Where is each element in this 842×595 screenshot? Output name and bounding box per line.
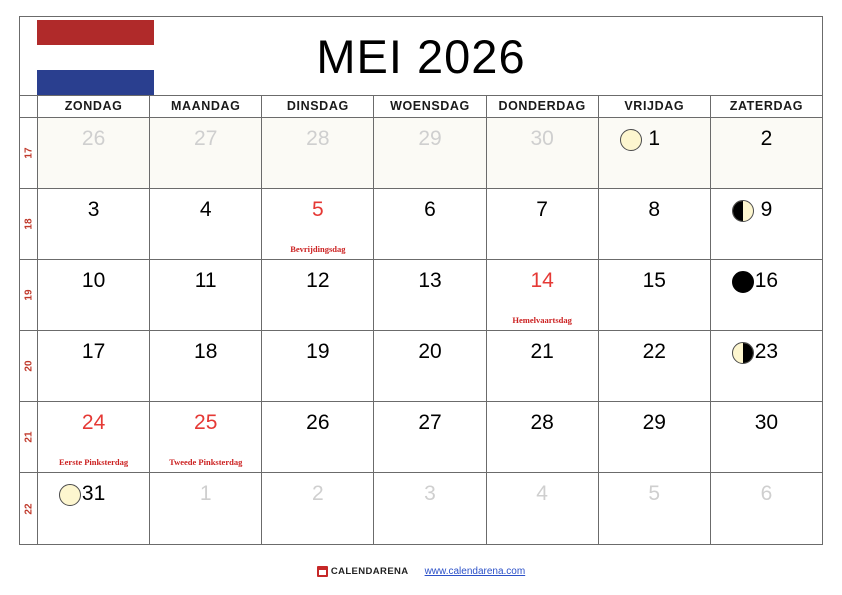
day-cell[interactable] [38, 260, 150, 330]
page-title-wrap [154, 17, 688, 95]
day-number: 2 [760, 127, 773, 150]
day-cell[interactable] [374, 189, 486, 259]
day-cell[interactable] [599, 189, 711, 259]
day-number: 10 [81, 269, 106, 292]
day-cell[interactable] [262, 260, 374, 330]
day-number: 23 [754, 340, 779, 363]
day-number: 6 [424, 198, 436, 221]
day-cell[interactable] [711, 260, 822, 330]
week-number: 19 [23, 289, 34, 301]
day-cell[interactable] [150, 189, 262, 259]
day-number: 17 [81, 340, 106, 363]
day-number: 2 [312, 482, 324, 505]
netherlands-flag-icon [20, 17, 154, 95]
day-cell[interactable] [150, 260, 262, 330]
day-cell[interactable] [38, 189, 150, 259]
day-number: 18 [194, 340, 218, 363]
day-cell[interactable] [374, 473, 486, 544]
day-number: 5 [312, 198, 324, 221]
day-number: 8 [648, 198, 661, 221]
day-number: 30 [754, 411, 779, 434]
week-number: 18 [23, 218, 34, 230]
day-cell[interactable] [262, 189, 374, 259]
week-number: 21 [23, 431, 34, 443]
day-number: 13 [418, 269, 442, 292]
day-number: 1 [648, 127, 661, 150]
day-number: 5 [648, 482, 661, 505]
day-number: 26 [306, 411, 330, 434]
day-cell[interactable] [711, 402, 822, 472]
calendar-grid [19, 16, 823, 545]
day-number: 27 [194, 127, 218, 150]
day-cell[interactable] [38, 331, 150, 401]
flag-stripe-red [37, 20, 154, 45]
week-row [20, 189, 822, 260]
week-number: 22 [23, 502, 34, 515]
day-cell[interactable] [487, 331, 599, 401]
weekday-header-row [20, 96, 822, 118]
day-cell[interactable] [487, 189, 599, 259]
week-row [20, 260, 822, 331]
week-number: 20 [23, 360, 34, 372]
page-title: MEI 2026 [316, 29, 526, 83]
day-cell[interactable] [711, 118, 822, 188]
day-number: 4 [536, 482, 548, 505]
weekday-wednesday: WOENSDAG [374, 96, 486, 117]
day-number: 21 [530, 340, 554, 363]
website-link[interactable]: www.calendarena.com [424, 566, 526, 577]
week-number: 17 [23, 147, 34, 159]
day-number: 31 [81, 482, 106, 505]
day-cell[interactable] [374, 402, 486, 472]
brand-name: CALENDARENA [330, 566, 409, 577]
weekday-saturday: ZATERDAG [729, 99, 804, 113]
day-number: 11 [194, 269, 217, 292]
day-cell[interactable] [487, 118, 599, 188]
day-cell[interactable] [487, 402, 599, 472]
day-number: 29 [642, 411, 666, 434]
day-number: 12 [306, 269, 330, 292]
day-cell[interactable] [599, 402, 711, 472]
day-number: 26 [81, 127, 106, 150]
day-cell[interactable] [487, 473, 599, 544]
day-cell[interactable] [262, 402, 374, 472]
day-cell[interactable] [262, 473, 374, 544]
day-cell[interactable] [38, 118, 150, 188]
day-number: 14 [530, 269, 554, 292]
calendar-header [20, 17, 822, 96]
day-number: 24 [81, 411, 106, 434]
day-cell[interactable] [711, 473, 822, 544]
day-number: 6 [760, 482, 773, 505]
day-cell[interactable] [150, 331, 262, 401]
weekday-thursday: DONDERDAG [487, 96, 599, 117]
weekday-tuesday: DINSDAG [262, 96, 374, 117]
day-number: 28 [306, 127, 330, 150]
week-number-cell [20, 331, 38, 401]
week-row [20, 331, 822, 402]
day-cell[interactable] [150, 118, 262, 188]
week-number-cell [20, 189, 38, 259]
calendar-icon [317, 566, 328, 577]
day-number: 3 [424, 482, 436, 505]
day-cell[interactable] [599, 331, 711, 401]
calendarena-logo [317, 566, 409, 577]
weekday-friday: VRIJDAG [599, 96, 711, 117]
day-number: 29 [418, 127, 442, 150]
header-spacer [688, 17, 822, 95]
footer [0, 566, 842, 577]
holiday-label: Eerste Pinksterdag [58, 457, 129, 467]
day-number: 27 [418, 411, 442, 434]
day-number: 22 [642, 340, 666, 363]
flag-stripe-white [37, 45, 154, 70]
weekday-sunday: ZONDAG [38, 96, 150, 117]
day-number: 3 [87, 198, 100, 221]
day-cell[interactable] [262, 331, 374, 401]
day-cell[interactable] [711, 331, 822, 401]
week-row [20, 402, 822, 473]
day-number: 16 [754, 269, 779, 292]
day-cell[interactable] [374, 260, 486, 330]
day-number: 19 [306, 340, 330, 363]
day-cell[interactable] [262, 118, 374, 188]
week-number-cell [20, 118, 38, 188]
day-cell[interactable] [150, 473, 262, 544]
day-cell[interactable] [374, 331, 486, 401]
holiday-label: Tweede Pinksterdag [169, 457, 243, 467]
weeknumber-corner [20, 96, 38, 117]
day-cell[interactable] [150, 402, 262, 472]
holiday-label: Bevrijdingsdag [290, 244, 346, 254]
day-number: 4 [199, 198, 212, 221]
day-number: 1 [199, 482, 212, 505]
day-cell[interactable] [38, 473, 150, 544]
day-cell[interactable] [599, 473, 711, 544]
day-number: 15 [642, 269, 666, 292]
day-cell[interactable] [599, 118, 711, 188]
day-number: 30 [530, 127, 554, 150]
day-number: 20 [418, 340, 442, 363]
day-cell[interactable] [711, 189, 822, 259]
day-number: 9 [760, 198, 773, 221]
week-number-cell [20, 402, 38, 472]
flag-stripe-blue [37, 70, 154, 95]
day-cell[interactable] [374, 118, 486, 188]
day-cell[interactable] [487, 260, 599, 330]
week-row [20, 473, 822, 544]
holiday-label: Hemelvaartsdag [512, 315, 572, 325]
day-number: 25 [194, 411, 218, 434]
week-number-cell [20, 473, 38, 544]
day-cell[interactable] [599, 260, 711, 330]
week-number-cell [20, 260, 38, 330]
day-number: 7 [536, 198, 548, 221]
day-number: 28 [530, 411, 554, 434]
day-cell[interactable] [38, 402, 150, 472]
week-row [20, 118, 822, 189]
weeks-container [20, 118, 822, 544]
weekday-monday: MAANDAG [150, 96, 262, 117]
